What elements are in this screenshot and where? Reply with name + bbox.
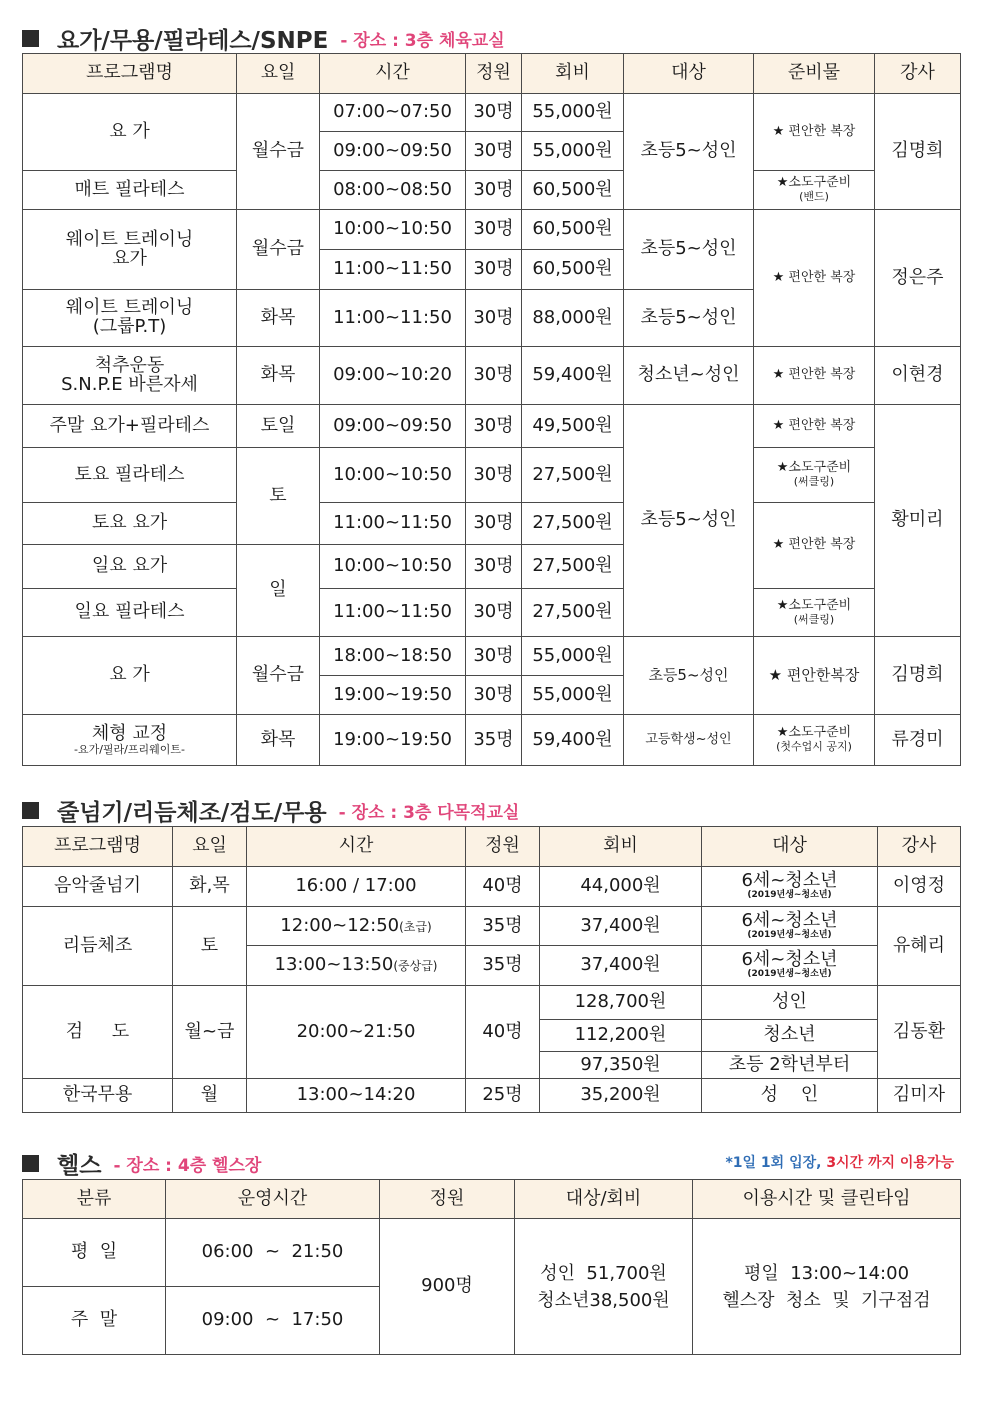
program-fee: 27,500원: [522, 545, 624, 589]
program-capacity: 40명: [466, 867, 540, 907]
program-fee: 59,400원: [522, 715, 624, 766]
program-name: 음악줄넘기: [23, 867, 173, 907]
program-prep: ★ 편안한복장: [754, 637, 875, 715]
program-capacity: 30명: [466, 132, 522, 171]
program-prep: [754, 171, 875, 210]
program-time: 10:00~10:50: [320, 210, 466, 250]
program-teacher: 김명희: [875, 94, 961, 210]
section-place: - 장소 : 3층 다목적교실: [338, 803, 520, 823]
col-header: 요일: [173, 827, 247, 867]
program-fee: 97,350원: [540, 1052, 702, 1079]
fee-line: 청소년38,500원: [537, 1289, 670, 1311]
name-line: 웨이트 트레이닝: [65, 297, 194, 319]
prep-sub: (밴드): [799, 190, 829, 204]
program-fee: 128,700원: [540, 986, 702, 1020]
table-row: [23, 448, 961, 503]
program-target: 고등학생~성인: [624, 715, 754, 766]
time-text: 13:00~13:50: [274, 954, 394, 976]
table-row: [23, 503, 961, 545]
program-day: 일: [237, 545, 320, 637]
program-fee: 55,000원: [522, 94, 624, 132]
program-day: 화목: [237, 715, 320, 766]
col-header: 대상: [702, 827, 878, 867]
program-time: 11:00~11:50: [320, 503, 466, 545]
program-capacity: 30명: [466, 171, 522, 210]
program-fee: 88,000원: [522, 290, 624, 347]
program-teacher: 이현경: [875, 347, 961, 405]
program-teacher: 정은주: [875, 210, 961, 347]
program-target: 초등5~성인: [624, 637, 754, 715]
program-prep: ★ 편안한 복장: [754, 405, 875, 448]
program-teacher: 김동환: [878, 986, 961, 1079]
table-row: [23, 589, 961, 637]
target-line: 6세~청소년: [741, 870, 838, 892]
col-header: 강사: [878, 827, 961, 867]
table-row: [23, 210, 961, 250]
note-text: *1일 1회 입장,: [725, 1155, 827, 1171]
program-time: 13:00~14:20: [247, 1079, 466, 1113]
program-time: 07:00~07:50: [320, 94, 466, 132]
program-day: 화목: [237, 290, 320, 347]
prep-line: ★소도구준비: [776, 460, 852, 476]
program-name: [23, 347, 237, 405]
section-header-yoga: [22, 22, 505, 55]
program-name: 주말 요가+필라테스: [23, 405, 237, 448]
program-name: 리듬체조: [23, 907, 173, 986]
name-sub: -요가/필라/프리웨이트-: [74, 742, 185, 756]
program-capacity: 30명: [466, 94, 522, 132]
category-weekday: 평 일: [23, 1219, 166, 1287]
col-header: 정원: [466, 827, 540, 867]
program-time: 09:00~09:50: [320, 132, 466, 171]
table-row: [23, 405, 961, 448]
program-fee: 60,500원: [522, 250, 624, 290]
program-capacity: 35명: [466, 907, 540, 946]
program-name: 토요 필라테스: [23, 448, 237, 503]
program-target: [702, 867, 878, 907]
program-time: 10:00~10:50: [320, 545, 466, 589]
table-row: [23, 1079, 961, 1113]
program-target: [702, 946, 878, 986]
program-fee: 55,000원: [522, 676, 624, 715]
program-name: 한국무용: [23, 1079, 173, 1113]
program-prep: [754, 589, 875, 637]
level-text: (초급): [399, 919, 432, 934]
clean-line: 평일 13:00~14:00: [743, 1262, 910, 1284]
program-prep: ★ 편안한 복장: [754, 347, 875, 405]
program-prep: [754, 448, 875, 503]
program-target: 성인: [702, 986, 878, 1020]
name-line: 척추운동: [94, 354, 165, 376]
program-fee: 35,200원: [540, 1079, 702, 1113]
program-name: 토요 요가: [23, 503, 237, 545]
clean-line: 헬스장 청소 및 기구점검: [722, 1289, 931, 1311]
note-highlight: 3시간 까지 이용가능: [826, 1155, 954, 1171]
program-time: 19:00~19:50: [320, 676, 466, 715]
program-capacity: 30명: [466, 503, 522, 545]
program-capacity: 30명: [466, 290, 522, 347]
table-header-row: [23, 827, 961, 867]
level-text: (중상급): [393, 959, 438, 974]
program-time: 19:00~19:50: [320, 715, 466, 766]
program-target: [702, 907, 878, 946]
hours-weekday: 06:00 ~ 21:50: [166, 1219, 380, 1287]
program-fee: 44,000원: [540, 867, 702, 907]
fee-line: 성인 51,700원: [540, 1262, 667, 1284]
col-header: 시간: [247, 827, 466, 867]
program-teacher: 김미자: [878, 1079, 961, 1113]
col-header: 대상/회비: [515, 1180, 693, 1219]
category-weekend: 주 말: [23, 1287, 166, 1355]
program-day: 월수금: [237, 637, 320, 715]
program-name: 검 도: [23, 986, 173, 1079]
program-day: 화목: [237, 347, 320, 405]
program-capacity: 30명: [466, 250, 522, 290]
program-capacity: 30명: [466, 405, 522, 448]
yoga-table: [22, 53, 961, 766]
jump-table: [22, 826, 961, 1113]
col-header: 시간: [320, 54, 466, 94]
program-prep: ★ 편안한 복장: [754, 94, 875, 171]
program-fee: 112,200원: [540, 1020, 702, 1052]
program-capacity: 30명: [466, 347, 522, 405]
table-row: [23, 94, 961, 132]
prep-line: ★소도구준비: [776, 725, 852, 741]
program-time: 11:00~11:50: [320, 290, 466, 347]
program-name: 요 가: [23, 637, 237, 715]
program-time: [247, 946, 466, 986]
table-row: [23, 715, 961, 766]
program-prep: [754, 715, 875, 766]
program-capacity: 30명: [466, 545, 522, 589]
program-time: 08:00~08:50: [320, 171, 466, 210]
name-line: 체형 교정: [91, 722, 168, 744]
program-name: 요 가: [23, 94, 237, 171]
program-capacity: 40명: [466, 986, 540, 1079]
program-time: 11:00~11:50: [320, 250, 466, 290]
table-row: [23, 907, 961, 946]
program-name: [23, 290, 237, 347]
health-table: [22, 1179, 961, 1355]
col-header: 준비물: [754, 54, 875, 94]
program-name: 일요 요가: [23, 545, 237, 589]
program-capacity: 35명: [466, 946, 540, 986]
col-header: 회비: [522, 54, 624, 94]
table-row: [23, 1219, 961, 1287]
table-row: [23, 637, 961, 676]
program-day: 월수금: [237, 94, 320, 210]
target-sub: (2019년생~청소년): [747, 929, 832, 940]
col-header: 이용시간 및 클린타임: [693, 1180, 961, 1219]
program-time: [247, 907, 466, 946]
name-line: 요가: [112, 247, 147, 269]
program-target: 성 인: [702, 1079, 878, 1113]
section-title: 헬스: [57, 1153, 102, 1179]
program-day: 월~금: [173, 986, 247, 1079]
program-teacher: 유혜리: [878, 907, 961, 986]
program-fee: 37,400원: [540, 907, 702, 946]
program-target: 초등 2학년부터: [702, 1052, 878, 1079]
col-header: 프로그램명: [23, 827, 173, 867]
program-day: 토일: [237, 405, 320, 448]
table-row: [23, 171, 961, 210]
section-place: - 장소 : 4층 헬스장: [113, 1156, 262, 1176]
program-time: 20:00~21:50: [247, 986, 466, 1079]
program-fee: 55,000원: [522, 132, 624, 171]
prep-sub: (첫수업시 공지): [776, 740, 852, 754]
program-time: 09:00~10:20: [320, 347, 466, 405]
health-capacity: 900명: [380, 1219, 515, 1355]
section-header-health: [22, 1147, 261, 1180]
table-row: [23, 867, 961, 907]
target-line: 6세~청소년: [741, 949, 838, 971]
name-line: (그룹P.T): [92, 316, 167, 337]
col-header: 운영시간: [166, 1180, 380, 1219]
program-day: 토: [173, 907, 247, 986]
program-fee: 60,500원: [522, 210, 624, 250]
program-day: 월수금: [237, 210, 320, 290]
program-day: 화,목: [173, 867, 247, 907]
target-sub: (2019년생~청소년): [747, 969, 832, 980]
program-capacity: 30명: [466, 210, 522, 250]
health-fee: [515, 1219, 693, 1355]
col-header: 정원: [380, 1180, 515, 1219]
program-capacity: 30명: [466, 637, 522, 676]
program-name: 매트 필라테스: [23, 171, 237, 210]
section-title: 요가/무용/필라테스/SNPE: [57, 28, 329, 54]
program-fee: 27,500원: [522, 503, 624, 545]
program-day: 월: [173, 1079, 247, 1113]
program-target: 청소년~성인: [624, 347, 754, 405]
col-header: 강사: [875, 54, 961, 94]
program-fee: 27,500원: [522, 589, 624, 637]
program-capacity: 35명: [466, 715, 522, 766]
program-fee: 49,500원: [522, 405, 624, 448]
hours-weekend: 09:00 ~ 17:50: [166, 1287, 380, 1355]
name-line: 웨이트 트레이닝: [65, 228, 194, 250]
program-fee: 37,400원: [540, 946, 702, 986]
section-place: - 장소 : 3층 체육교실: [340, 31, 505, 51]
table-row: [23, 986, 961, 1020]
target-sub: (2019년생~청소년): [747, 890, 832, 901]
prep-line: ★소도구준비: [776, 597, 852, 613]
program-day: 토: [237, 448, 320, 545]
table-header-row: [23, 1180, 961, 1219]
col-header: 프로그램명: [23, 54, 237, 94]
col-header: 요일: [237, 54, 320, 94]
program-target: 초등5~성인: [624, 210, 754, 290]
name-line: S.N.P.E 바른자세: [61, 373, 198, 395]
col-header: 대상: [624, 54, 754, 94]
program-teacher: 황미리: [875, 405, 961, 637]
program-capacity: 25명: [466, 1079, 540, 1113]
section-header-jump: [22, 794, 519, 827]
prep-sub: (써클링): [793, 612, 835, 626]
program-teacher: 류경미: [875, 715, 961, 766]
program-capacity: 30명: [466, 448, 522, 503]
program-target: 초등5~성인: [624, 405, 754, 637]
program-name: [23, 210, 237, 290]
program-teacher: 김명희: [875, 637, 961, 715]
time-text: 12:00~12:50: [280, 914, 400, 936]
program-fee: 60,500원: [522, 171, 624, 210]
program-target: 초등5~성인: [624, 290, 754, 347]
program-time: 09:00~09:50: [320, 405, 466, 448]
square-bullet-icon: [22, 30, 39, 47]
square-bullet-icon: [22, 1155, 39, 1172]
program-name: 일요 필라테스: [23, 589, 237, 637]
target-line: 6세~청소년: [741, 909, 838, 931]
program-time: 10:00~10:50: [320, 448, 466, 503]
prep-line: ★소도구준비: [776, 175, 852, 191]
table-row: [23, 347, 961, 405]
program-target: 초등5~성인: [624, 94, 754, 210]
square-bullet-icon: [22, 802, 39, 819]
col-header: 분류: [23, 1180, 166, 1219]
program-time: 18:00~18:50: [320, 637, 466, 676]
program-capacity: 30명: [466, 676, 522, 715]
program-target: 청소년: [702, 1020, 878, 1052]
health-usage-note: [725, 1152, 954, 1172]
program-capacity: 30명: [466, 589, 522, 637]
col-header: 회비: [540, 827, 702, 867]
program-fee: 55,000원: [522, 637, 624, 676]
program-prep: ★ 편안한 복장: [754, 503, 875, 589]
prep-sub: (써클링): [793, 475, 835, 489]
program-fee: 27,500원: [522, 448, 624, 503]
program-teacher: 이영정: [878, 867, 961, 907]
program-prep: ★ 편안한 복장: [754, 210, 875, 347]
program-time: 11:00~11:50: [320, 589, 466, 637]
section-title: 줄넘기/리듬체조/검도/무용: [57, 800, 327, 826]
program-fee: 59,400원: [522, 347, 624, 405]
col-header: 정원: [466, 54, 522, 94]
table-header-row: [23, 54, 961, 94]
health-clean-time: [693, 1219, 961, 1355]
program-time: 16:00 / 17:00: [247, 867, 466, 907]
program-name: [23, 715, 237, 766]
